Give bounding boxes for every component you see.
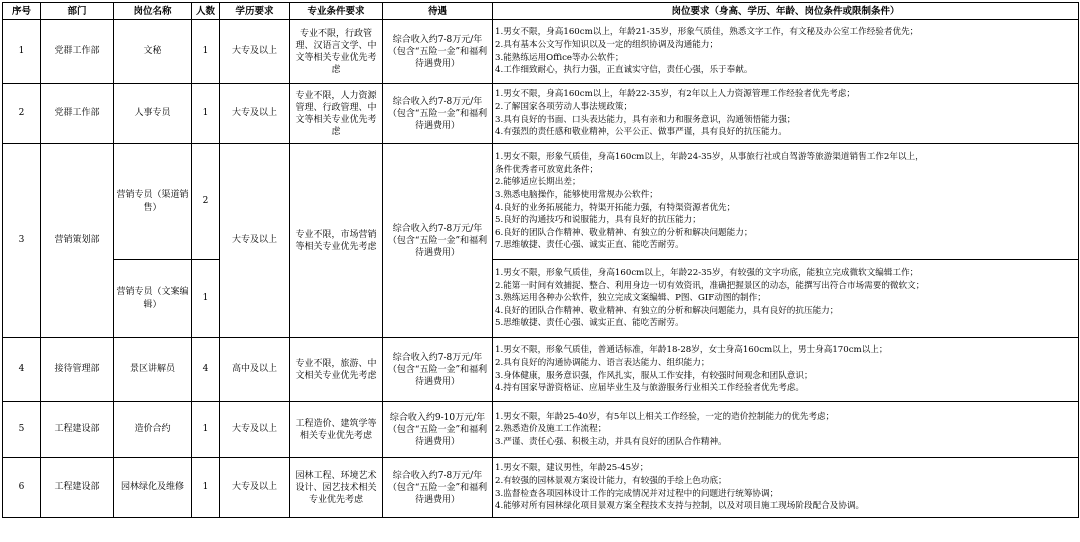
header-count: 人数 xyxy=(192,3,220,20)
row-requirements xyxy=(493,338,1079,402)
req-line: 3.监督检查各项园林设计工作的完成情况并对过程中的问题进行统筹协调； xyxy=(495,488,779,499)
row-edu: 大专及以上 xyxy=(220,458,290,518)
req-line: 2.能够适应长期出差； xyxy=(495,177,581,188)
row-pay: 综合收入约7-8万元/年（包含“五险一金”和福利待遇费用） xyxy=(383,458,493,518)
req-line: 1.男女不限，形象气质佳，身高160cm以上，年龄22-35岁，有较强的文字功底，能独立完成微软文编辑工作； xyxy=(495,268,919,279)
req-line: 1.男女不限，形象气质佳，普通话标准，年龄18-28岁，女士身高160cm以上，男士身高170cm以上； xyxy=(495,345,888,356)
row-major: 园林工程、环境艺术设计、园艺技术相关专业优先考虑 xyxy=(290,458,383,518)
row-requirements xyxy=(493,260,1079,338)
table-row xyxy=(3,84,1079,144)
row-major: 专业不限，旅游、中文相关专业优先考虑 xyxy=(290,338,383,402)
req-line: 2.熟悉造价及施工工作流程； xyxy=(495,424,607,435)
req-line: 1.男女不限，身高160cm以上，年龄21-35岁，形象气质佳，熟悉文字工作，有文秘及办公室工作经验者优先； xyxy=(495,27,919,38)
req-line: 条件优秀者可放宽此条件； xyxy=(495,164,599,175)
row-requirements xyxy=(493,144,1079,260)
table-row xyxy=(3,20,1079,84)
req-line: 1.男女不限，年龄25-40岁，有5年以上相关工作经验，一定的造价控制能力的优先考虑； xyxy=(495,411,835,422)
header-edu: 学历要求 xyxy=(220,3,290,20)
row-dept: 接待管理部 xyxy=(41,338,114,402)
req-line: 7.思维敏捷、责任心强、诚实正直、能吃苦耐劳。 xyxy=(495,240,684,251)
row-count: 1 xyxy=(192,260,220,338)
row-title: 园林绿化及维修 xyxy=(114,458,192,518)
req-line: 1.男女不限，建议男性，年龄25-45岁； xyxy=(495,463,649,474)
header-no: 序号 xyxy=(3,3,41,20)
recruitment-table xyxy=(2,2,1079,518)
row-major: 专业不限，市场营销等相关专业优先考虑 xyxy=(290,144,383,338)
req-line: 4.能够对所有园林绿化项目景观方案全程技术支持与控制，以及对项目施工现场阶段配合及协调。 xyxy=(495,501,865,512)
row-edu: 大专及以上 xyxy=(220,84,290,144)
row-pay: 综合收入约7-8万元/年（包含“五险一金”和福利待遇费用） xyxy=(383,338,493,402)
req-line: 4.有强烈的责任感和敬业精神，公平公正、做事严谨，具有良好的抗压能力。 xyxy=(495,127,787,138)
row-major: 工程造价、建筑学等相关专业优先考虑 xyxy=(290,402,383,458)
row-count: 1 xyxy=(192,20,220,84)
row-count: 1 xyxy=(192,402,220,458)
row-edu: 大专及以上 xyxy=(220,402,290,458)
row-major: 专业不限，行政管理、汉语言文学、中文等相关专业优先考虑 xyxy=(290,20,383,84)
row-no: 2 xyxy=(3,84,41,144)
header-major: 专业条件要求 xyxy=(290,3,383,20)
row-title: 文秘 xyxy=(114,20,192,84)
req-line: 2.能第一时间有效捕捉、整合、利用身边一切有效资讯，准确把握景区的动态，能撰写出符合市场需要的微软文； xyxy=(495,280,925,291)
row-dept: 营销策划部 xyxy=(41,144,114,338)
row-title: 景区讲解员 xyxy=(114,338,192,402)
req-line: 4.良好的团队合作精神、敬业精神、有独立的分析和解决问题能力，具有良好的抗压能力； xyxy=(495,305,839,316)
row-pay: 综合收入约7-8万元/年（包含“五险一金”和福利待遇费用） xyxy=(383,84,493,144)
row-title: 造价合约 xyxy=(114,402,192,458)
row-count: 4 xyxy=(192,338,220,402)
row-dept: 工程建设部 xyxy=(41,402,114,458)
row-pay: 综合收入约9-10万元/年（包含“五险一金”和福利待遇费用） xyxy=(383,402,493,458)
req-line: 3.熟悉电脑操作，能够使用常规办公软件； xyxy=(495,189,658,200)
row-requirements xyxy=(493,458,1079,518)
row-no: 5 xyxy=(3,402,41,458)
header-row xyxy=(3,3,1079,20)
row-edu: 大专及以上 xyxy=(220,20,290,84)
row-requirements xyxy=(493,20,1079,84)
row-title: 营销专员（渠道销售） xyxy=(114,144,192,260)
req-line: 2.具有基本公文写作知识以及一定的组织协调及沟通能力； xyxy=(495,39,719,50)
table-row xyxy=(3,144,1079,260)
req-line: 1.男女不限，形象气质佳，身高160cm以上，年龄24-35岁，从事旅行社或自驾游等旅游渠道销售工作2年以上， xyxy=(495,152,924,163)
req-line: 3.能熟练运用Office等办公软件； xyxy=(495,52,624,63)
header-req: 岗位要求（身高、学历、年龄、岗位条件或限制条件） xyxy=(493,3,1079,20)
req-line: 5.良好的沟通技巧和说服能力，具有良好的抗压能力； xyxy=(495,215,701,226)
header-dept: 部门 xyxy=(41,3,114,20)
row-no: 1 xyxy=(3,20,41,84)
row-edu: 高中及以上 xyxy=(220,338,290,402)
req-line: 3.熟练运用各种办公软件，独立完成文案编辑、P图、GIF动图的制作； xyxy=(495,293,766,304)
req-line: 4.良好的业务拓展能力，特渠开拓能力强，有特渠资源者优先； xyxy=(495,202,736,213)
row-edu: 大专及以上 xyxy=(220,144,290,338)
row-title: 营销专员（文案编辑） xyxy=(114,260,192,338)
table-row xyxy=(3,338,1079,402)
req-line: 6.良好的团队合作精神、敬业精神、有独立的分析和解决问题能力； xyxy=(495,227,753,238)
row-no: 4 xyxy=(3,338,41,402)
row-dept: 党群工作部 xyxy=(41,20,114,84)
row-pay: 综合收入约7-8万元/年（包含“五险一金”和福利待遇费用） xyxy=(383,20,493,84)
req-line: 3.具有良好的书面、口头表达能力，具有亲和力和服务意识，沟通领悟能力强； xyxy=(495,114,796,125)
table-row xyxy=(3,402,1079,458)
row-count: 2 xyxy=(192,144,220,260)
row-dept: 党群工作部 xyxy=(41,84,114,144)
req-line: 3.身体健康，服务意识强，作风扎实，服从工作安排，有较强时间观念和团队意识； xyxy=(495,370,813,381)
recruitment-table-sheet xyxy=(2,2,1078,538)
row-pay: 综合收入约7-8万元/年（包含“五险一金”和福利待遇费用） xyxy=(383,144,493,338)
row-major: 专业不限，人力资源管理、行政管理、中文等相关专业优先考虑 xyxy=(290,84,383,144)
req-line: 2.具有良好的沟通协调能力、语言表达能力、组织能力； xyxy=(495,357,710,368)
header-pay: 待遇 xyxy=(383,3,493,20)
req-line: 5.思维敏捷、责任心强、诚实正直、能吃苦耐劳。 xyxy=(495,318,684,329)
table-row xyxy=(3,260,1079,338)
row-count: 1 xyxy=(192,458,220,518)
row-requirements xyxy=(493,402,1079,458)
row-title: 人事专员 xyxy=(114,84,192,144)
table-row xyxy=(3,458,1079,518)
row-no: 3 xyxy=(3,144,41,338)
req-line: 4.工作细致耐心，执行力强，正直诚实守信，责任心强，乐于奉献。 xyxy=(495,65,753,76)
req-line: 3.严谨、责任心强、积极主动，并具有良好的团队合作精神。 xyxy=(495,436,727,447)
req-line: 4.持有国家导游资格证、应届毕业生及与旅游服务行业相关工作经验者优先考虑。 xyxy=(495,383,804,394)
row-no: 6 xyxy=(3,458,41,518)
row-count: 1 xyxy=(192,84,220,144)
header-title: 岗位名称 xyxy=(114,3,192,20)
req-line: 2.了解国家各项劳动人事法规政策； xyxy=(495,101,633,112)
req-line: 1.男女不限，身高160cm以上，年龄22-35岁，有2年以上人力资源管理工作经验者优先考虑； xyxy=(495,89,855,100)
row-requirements xyxy=(493,84,1079,144)
req-line: 2.有较强的园林景观方案设计能力，有较强的手绘上色功底； xyxy=(495,475,727,486)
row-dept: 工程建设部 xyxy=(41,458,114,518)
